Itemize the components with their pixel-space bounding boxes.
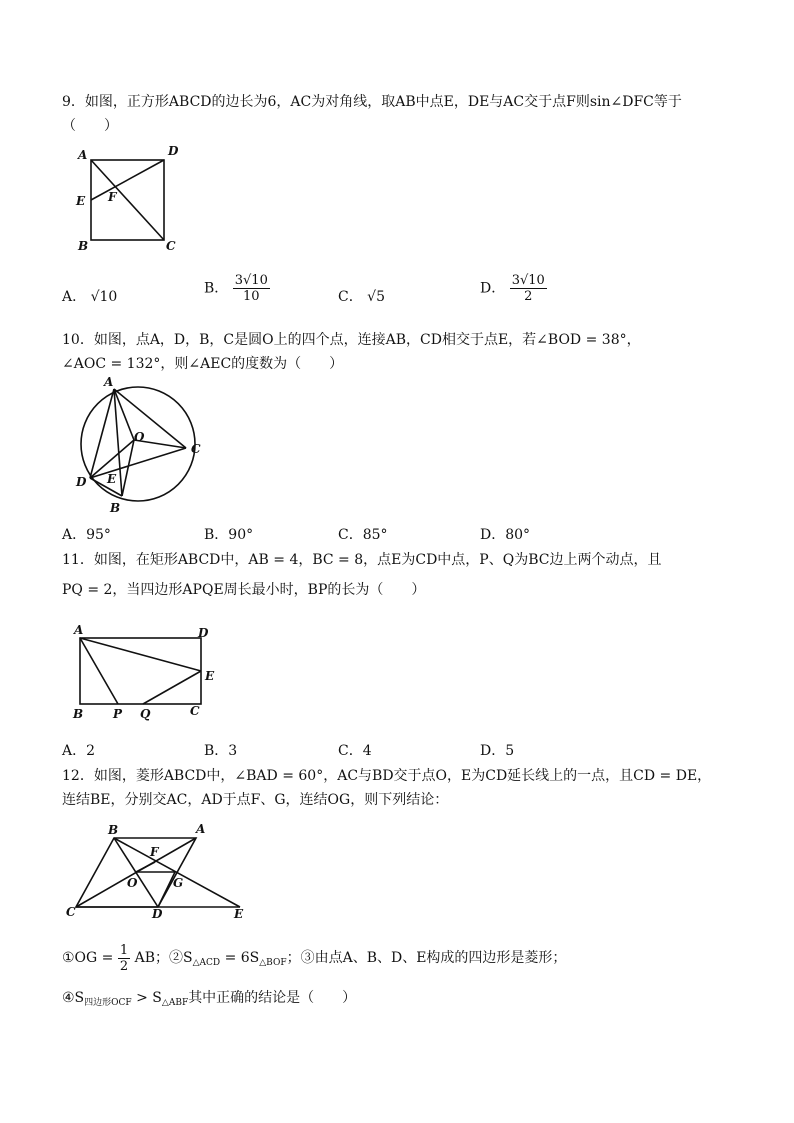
q9-option-b-numerator: 3√10 — [234, 273, 268, 288]
q9-option-b-label: B． — [204, 280, 229, 297]
q10-option-d[interactable]: D．80° — [480, 527, 531, 543]
q11-stem-line1: 11．如图，在矩形ABCD中，AB = 4，BC = 8，点E为CD中点，P、Q为BC边上两个动点，且 — [62, 552, 662, 568]
q9-option-c-value: √5 — [367, 289, 385, 305]
q11-option-a[interactable]: A．2 — [62, 743, 96, 759]
q12-stem-line1: 12．如图，菱形ABCD中，∠BAD = 60°，AC与BD交于点O，E为CD延长线上的一点，且CD = DE， — [62, 768, 712, 784]
q12-answer-prompt: 其中正确的结论是（ ） — [188, 990, 357, 1006]
q9-label-e: E — [76, 194, 86, 208]
q12-statements-line1 — [62, 940, 566, 981]
q12-label-d: D — [152, 907, 163, 921]
q12-label-g: G — [173, 876, 184, 890]
q9-option-a-value: √10 — [90, 289, 118, 305]
q12-statement-1-prefix: ①OG = — [62, 950, 114, 966]
q12-statement-3: ；③由点A、B、D、E构成的四边形是菱形； — [286, 950, 567, 966]
q9-option-d-numerator: 3√10 — [511, 273, 545, 288]
q9-option-a-label: A． — [62, 289, 87, 305]
q9-label-b: B — [78, 239, 89, 253]
q12-statements-line2 — [62, 988, 356, 1013]
q10-label-c: C — [191, 442, 201, 456]
q11-option-d[interactable]: D．5 — [480, 743, 515, 759]
q9-option-c-label: C． — [338, 289, 363, 305]
q12-statement-2-subscript-1: △ACD — [192, 958, 221, 968]
q9-label-c: C — [166, 239, 176, 253]
q11-label-e: E — [205, 669, 215, 683]
q11-option-c[interactable]: C．4 — [338, 743, 372, 759]
q12-statement-4-subscript-1: 四边形OCF — [84, 998, 132, 1008]
q12-statement-2-prefix: AB；②S — [134, 950, 193, 966]
q9-label-d: D — [168, 144, 179, 158]
q10-option-c[interactable]: C．85° — [338, 527, 388, 543]
q10-option-a[interactable]: A．95° — [62, 527, 111, 543]
q12-label-f: F — [150, 845, 159, 859]
q12-statement-1-fraction — [118, 943, 130, 974]
q10-label-b: B — [110, 501, 121, 515]
q9-option-d-label: D． — [480, 280, 506, 297]
q11-stem-line2: PQ = 2，当四边形APQE周长最小时，BP的长为（ ） — [62, 582, 426, 598]
q9-option-b-denominator: 10 — [243, 289, 260, 304]
q11-label-c: C — [190, 704, 200, 718]
q10-stem-line2: ∠AOC = 132°，则∠AEC的度数为（ ） — [62, 356, 344, 372]
q10-label-e: E — [107, 472, 117, 486]
q12-stem-line2: 连结BE，分别交AC，AD于点F、G，连结OG，则下列结论： — [62, 792, 449, 808]
q12-statement-4-prefix: ④S — [62, 990, 85, 1006]
q12-statement-4-subscript-2: △ABF — [161, 998, 189, 1008]
q10-label-a: A — [104, 375, 114, 389]
q12-label-e: E — [234, 907, 244, 921]
q9-label-a: A — [78, 148, 88, 162]
q9-stem-line2: （ ） — [62, 118, 118, 134]
q12-label-o: O — [127, 876, 138, 890]
q11-label-a: A — [74, 623, 84, 637]
q9-label-f: F — [108, 190, 117, 204]
q12-label-c: C — [66, 905, 76, 919]
q9-stem-line1: 9．如图，正方形ABCD的边长为6，AC为对角线，取AB中点E，DE与AC交于点F则sin∠DFC等于 — [62, 94, 682, 110]
q12-statement-1-denominator: 2 — [119, 958, 129, 974]
q12-statement-1-numerator: 1 — [119, 942, 129, 958]
q12-label-b: B — [108, 823, 119, 837]
q11-label-q: Q — [140, 707, 151, 721]
q10-label-d: D — [76, 475, 87, 489]
q12-statement-2-mid: = 6S — [220, 950, 260, 966]
q10-label-o: O — [134, 430, 145, 444]
q9-option-d-denominator: 2 — [524, 289, 533, 304]
q11-label-b: B — [73, 707, 84, 721]
q11-label-d: D — [198, 626, 209, 640]
q12-label-a: A — [196, 822, 206, 836]
q10-option-b[interactable]: B．90° — [204, 527, 254, 543]
q11-option-b[interactable]: B．3 — [204, 743, 238, 759]
q11-label-p: P — [113, 707, 123, 721]
q12-statement-4-mid: > S — [131, 990, 162, 1006]
q10-stem-line1: 10．如图，点A，D，B，C是圆O上的四个点，连接AB，CD相交于点E，若∠BOD = 38°， — [62, 332, 641, 348]
q12-statement-2-subscript-2: △BOF — [259, 958, 287, 968]
